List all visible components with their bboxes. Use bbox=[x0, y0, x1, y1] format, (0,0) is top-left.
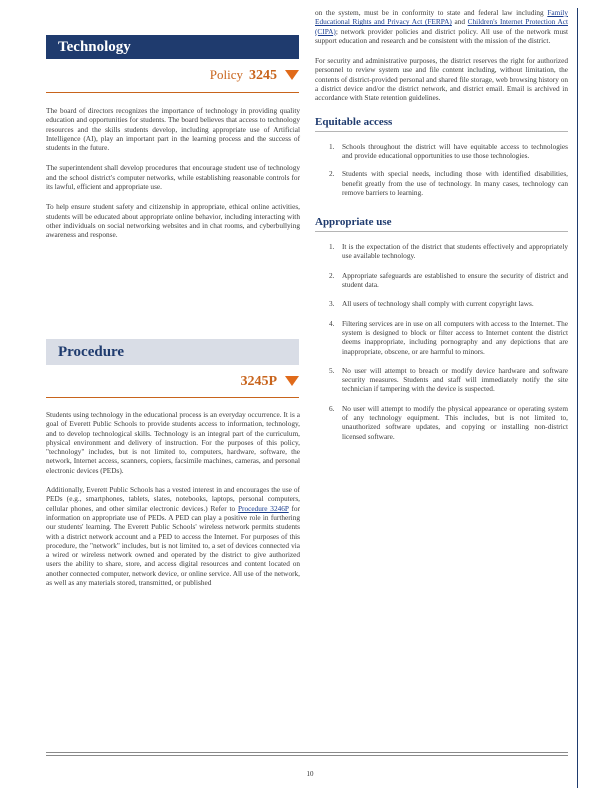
list-item: 4. Filtering services are in use on all computers with access to the Internet. The system is designed to block or filter access to Internet content the district deems inappropriate, including pornography and any depictions that are inappropriate, obscene, or are harmful to minors. bbox=[329, 318, 568, 356]
right-margin-rule bbox=[577, 8, 578, 788]
procedure-label bbox=[46, 372, 299, 390]
technology-header: Technology bbox=[46, 35, 299, 59]
law-paragraph bbox=[315, 8, 568, 45]
procedure-3246p-link[interactable]: Procedure 3246P bbox=[237, 503, 289, 513]
procedure-number: 3245P bbox=[240, 374, 277, 389]
cipa-link[interactable]: Children's Internet Protection Act (CIPA) bbox=[315, 17, 569, 36]
list-item-text: Appropriate safeguards are established to ensure the security of district and student data. bbox=[342, 270, 568, 290]
list-item-text: Students with special needs, including those with identified disabilities, benefit greatly from the use of technology. In many cases, technology can remove barriers to learning. bbox=[342, 169, 568, 197]
list-item: 5. No user will attempt to breach or modify device hardware and software security measures. Students and staff will immediately notify the site technician if tampering with the device is suspected. bbox=[329, 365, 568, 394]
procedure-header: Procedure bbox=[46, 339, 299, 365]
policy-number: 3245 bbox=[249, 68, 277, 83]
list-item-text: All users of technology shall comply with current copyright laws. bbox=[342, 299, 534, 309]
footer-rule bbox=[46, 755, 568, 756]
procedure-paragraph bbox=[46, 485, 300, 587]
policy-paragraph: The board of directors recognizes the importance of technology in providing quality education and opportunities for students. The board believes that access to technology resources and the skills students develop, including appropriate use of Artificial Intelligence (AI), play an important part in the learning process and the success of students in the future. bbox=[46, 106, 300, 153]
list-item: 3. All users of technology shall comply with current copyright laws. bbox=[329, 299, 534, 309]
right-column bbox=[315, 8, 568, 441]
equitable-section bbox=[315, 116, 568, 197]
list-item: 1. Schools throughout the district will have equitable access to technologies and provide educational opportunities to use those technologies. bbox=[329, 141, 568, 160]
triangle-icon bbox=[285, 376, 299, 386]
list-item-text: No user will attempt to breach or modify device hardware and software security measures. Students and staff will immediately notify the site technician if tampering with the device is suspected. bbox=[342, 365, 568, 394]
triangle-icon bbox=[285, 70, 299, 80]
list-item: 1. It is the expectation of the district that students effectively and appropriately use available technology. bbox=[329, 242, 568, 261]
list-item-text: Schools throughout the district will have equitable access to technologies and provide educational opportunities to use those technologies. bbox=[342, 141, 568, 160]
list-item-text: No user will attempt to modify the physical appearance or operating system of any technology equipment. This includes, but is not limited to, unauthorized software updates, and copying or installing non-district licensed software. bbox=[342, 403, 568, 441]
appropriate-title: Appropriate use bbox=[315, 216, 392, 229]
policy-body bbox=[46, 106, 300, 240]
section-rule bbox=[315, 131, 568, 132]
security-paragraph: For security and administrative purposes, the district reserves the right for authorized personnel to review system use and file content including, without limitation, the contents of district-provided personal and shared file storage, web browsing history on a district device and/or the district network, and district email. Email is archived in accordance with State retention guidelines. bbox=[315, 56, 568, 103]
procedure-paragraph: Students using technology in the educational process is an everyday occurrence. It is a goal of Everett Public Schools to provide students access to information, technology, and to develop technological skills. Technology is an integral part of the curriculum, physical environment and delivery of instruction. For the purposes of this policy, "technology" includes, but is not limited to, computers, hardware, software, the network, Internet access, scanners, copiers, facsimile machines, cameras, and personal electronic devices (PEDs). bbox=[46, 410, 300, 475]
equitable-list bbox=[315, 142, 568, 197]
policy-word: Policy bbox=[209, 67, 243, 82]
policy-label bbox=[46, 66, 299, 84]
procedure-text: Additionally, Everett Public Schools has a vested interest in and encourages the use of PEDs (e.g., smartphones, tablets, slates, notebooks, laptops, personal computers, cellular phones, and other similar electronic devices.) bbox=[46, 485, 300, 513]
policy-rule bbox=[46, 92, 299, 93]
procedure-text: Refer to bbox=[210, 503, 236, 513]
policy-paragraph: The superintendent shall develop procedures that encourage student use of technology and the school district's computer networks, while establishing reasonable controls for its lawful, efficient and appropriate use. bbox=[46, 163, 300, 192]
page-number: 10 bbox=[306, 770, 314, 778]
list-item: 2. Students with special needs, including those with identified disabilities, benefit greatly from the use of technology. In many cases, technology can remove barriers to learning. bbox=[329, 169, 568, 197]
ferpa-link[interactable]: Family Educational Rights and Privacy Act (FERPA) bbox=[315, 8, 568, 27]
law-text: on the system, must be in conformity to state and federal law including bbox=[315, 8, 544, 17]
equitable-title: Equitable access bbox=[315, 115, 393, 128]
section-rule bbox=[315, 231, 568, 232]
law-text: ; network provider policies and district policy. All use of the network must support education and research and be consistent with the mission of the district. bbox=[315, 26, 568, 45]
law-text: and bbox=[454, 17, 466, 27]
appropriate-section bbox=[315, 216, 568, 441]
footer-rule bbox=[46, 752, 568, 753]
list-item: 2. Appropriate safeguards are established to ensure the security of district and student data. bbox=[329, 270, 568, 290]
list-item-text: Filtering services are in use on all computers with access to the Internet. The system is designed to block or filter access to Internet content the district deems inappropriate, including pornography and any depictions that are inappropriate, obscene, or are harmful to minors. bbox=[342, 318, 568, 356]
procedure-rule bbox=[46, 397, 299, 398]
procedure-body bbox=[46, 410, 300, 587]
procedure-text: for information on appropriate use of PEDs. A PED can play a positive role in furthering our students' learning. The Everett Public Schools' wireless network permits students with a district network account and a PED to access the Internet. For purposes of this procedure, the "network" includes, but is not limited to, a set of devices connected via a wired or wireless network owned and operated by the district to give authorized users the ability to share, store, and access digital resources and content located on another connected computer, network device, or online service. All use of the network, as well as any materials stored, transmitted, or published bbox=[46, 503, 300, 588]
list-item: 6. No user will attempt to modify the physical appearance or operating system of any technology equipment. This includes, but is not limited to, unauthorized software updates, and copying or installing non-district licensed software. bbox=[329, 403, 568, 441]
appropriate-list bbox=[315, 242, 568, 441]
policy-paragraph: To help ensure student safety and citizenship in appropriate, ethical online activities, students will be educated about appropriate online behavior, including interacting with other individuals on social networking websites and in chat rooms, and cyberbullying awareness and response. bbox=[46, 202, 300, 240]
list-item-text: It is the expectation of the district that students effectively and appropriately use available technology. bbox=[342, 242, 568, 261]
